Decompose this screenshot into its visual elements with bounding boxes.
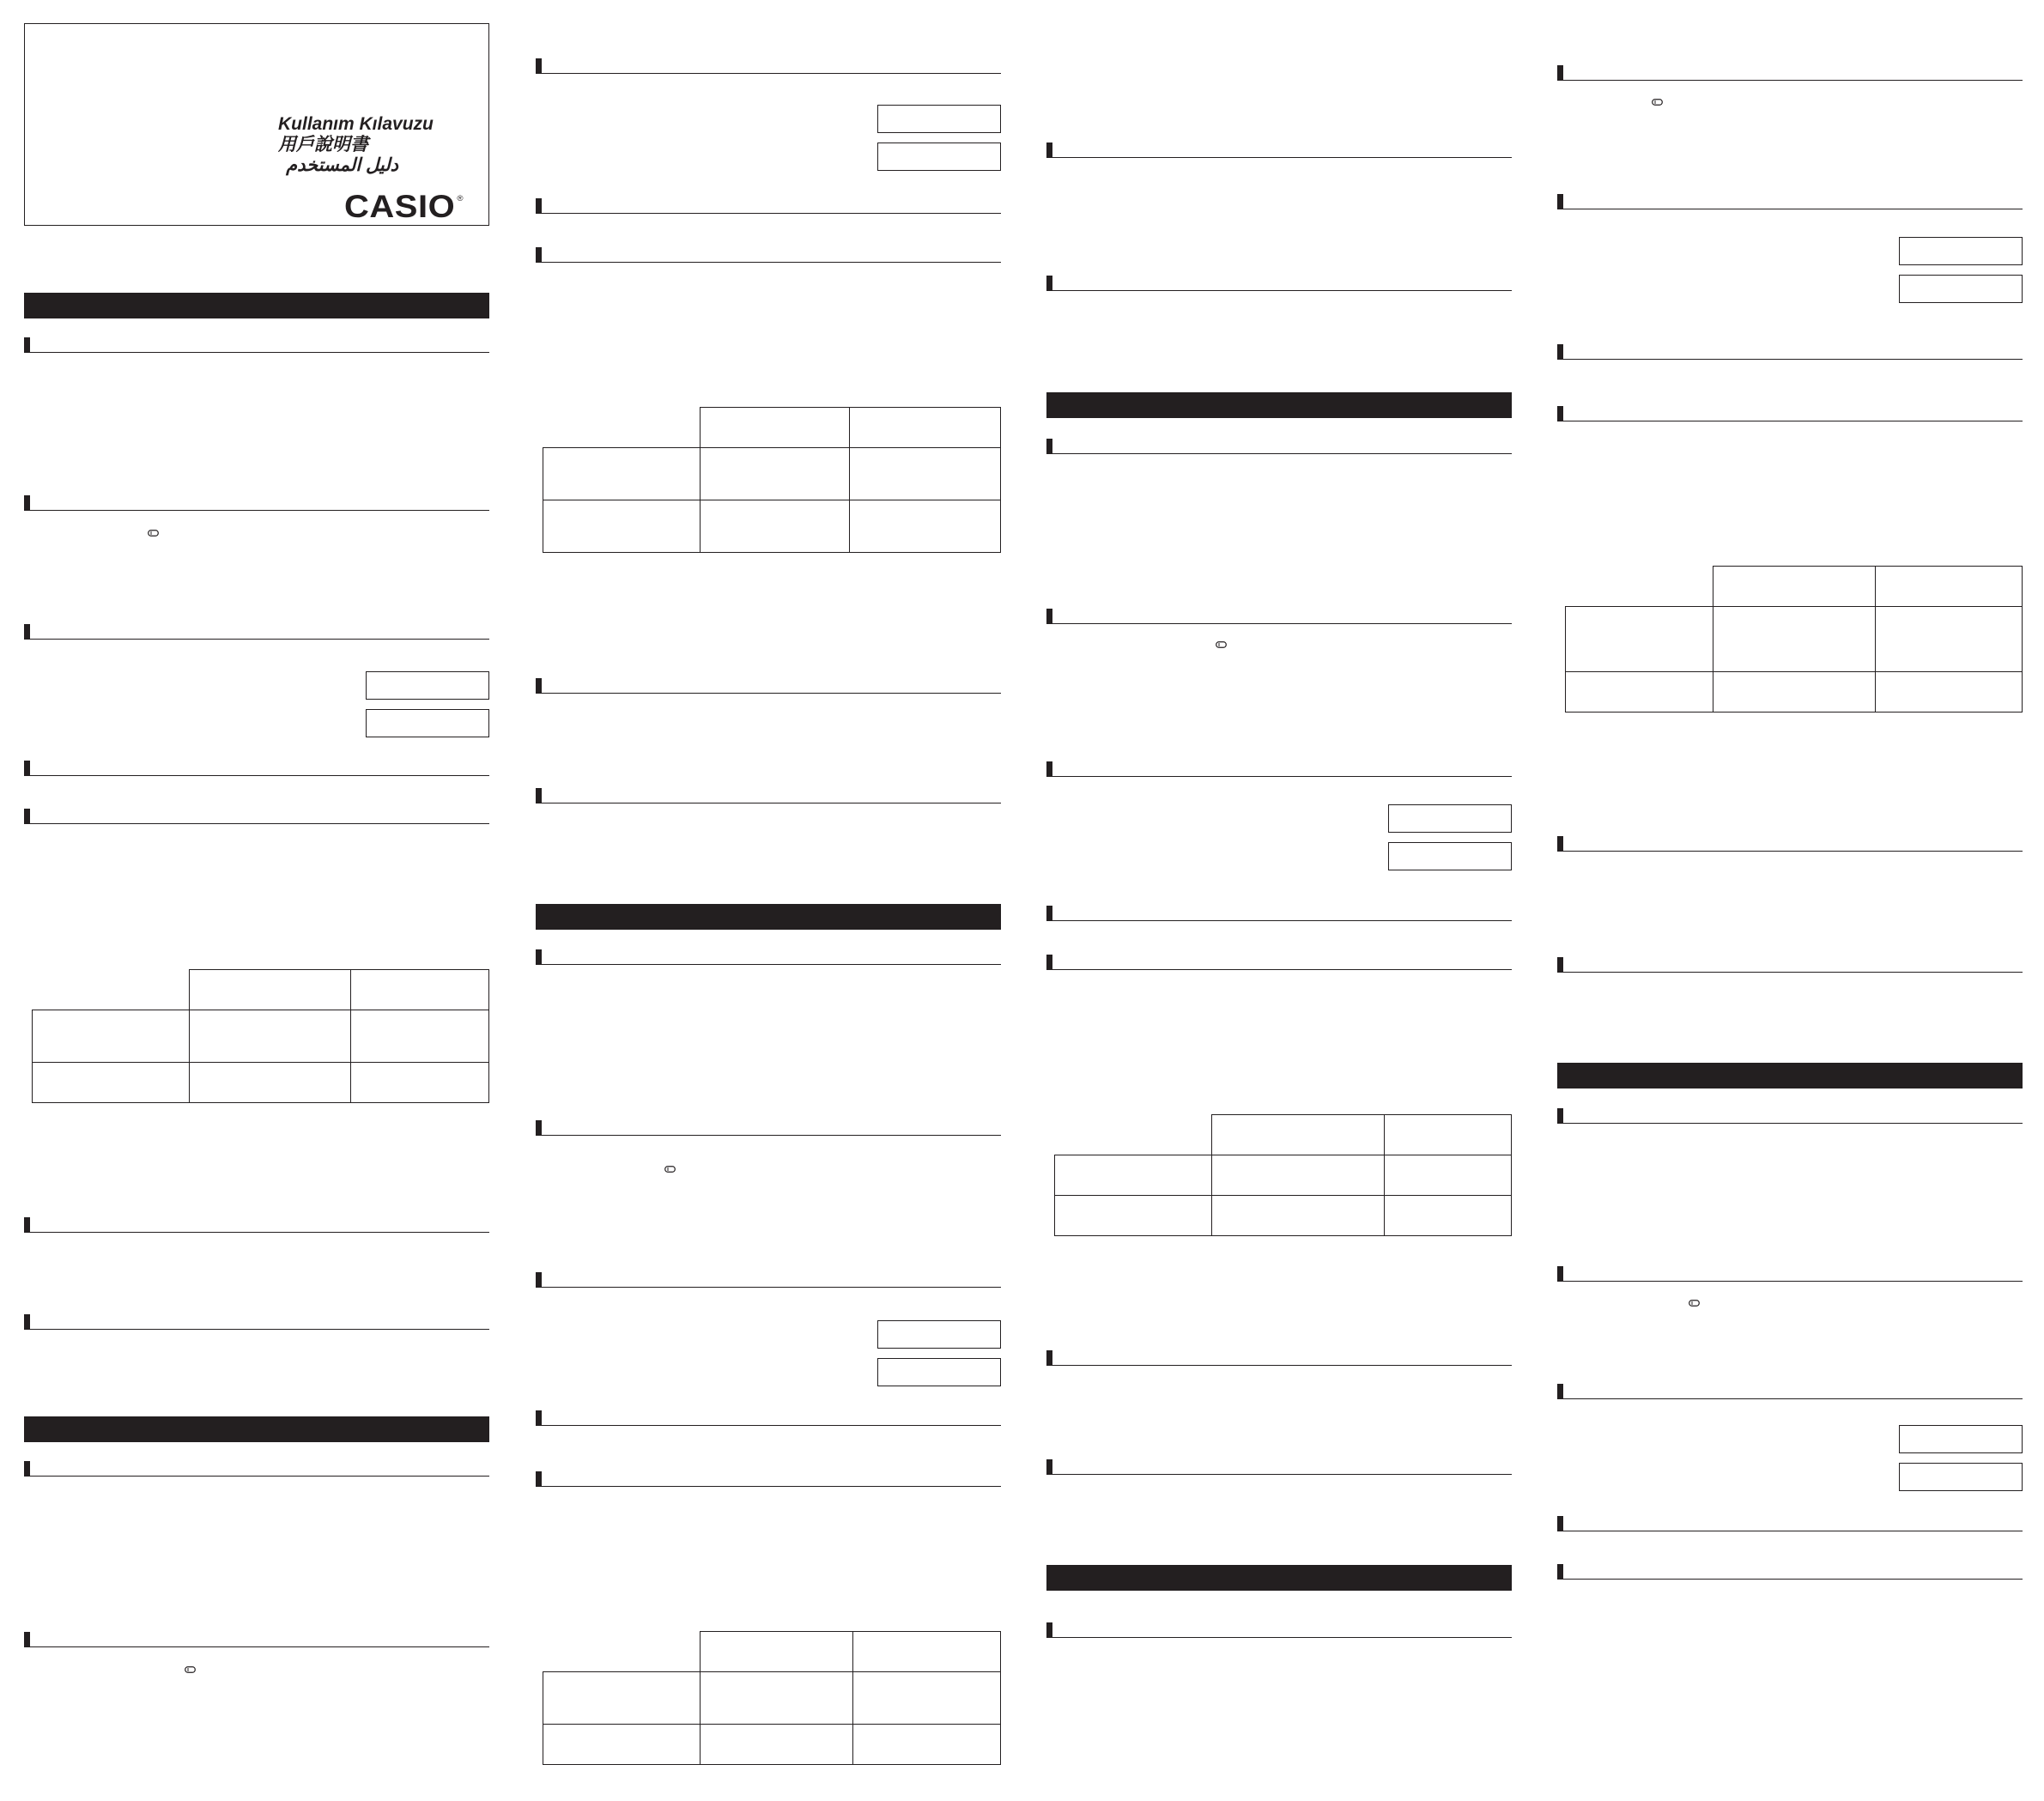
- heading-marker-icon: [536, 949, 542, 965]
- spec-table: [32, 969, 489, 1103]
- heading-marker-icon: [1046, 761, 1052, 777]
- section-heading: [24, 624, 489, 640]
- heading-rule: [1052, 623, 1512, 625]
- display-box: [1388, 804, 1512, 833]
- key-symbol-icon: [664, 1166, 676, 1173]
- heading-marker-icon: [1046, 143, 1052, 158]
- heading-rule: [542, 1287, 1001, 1289]
- heading-rule: [1052, 290, 1512, 292]
- section-heading: [1046, 276, 1512, 291]
- brand-wordmark: CASIO: [344, 189, 456, 224]
- section-heading: [1557, 194, 2023, 209]
- section-heading: [1046, 1350, 1512, 1366]
- column-1: [24, 0, 489, 1801]
- section-heading: [1046, 906, 1512, 921]
- heading-rule: [1052, 453, 1512, 455]
- heading-rule: [1052, 157, 1512, 159]
- heading-marker-icon: [24, 809, 30, 824]
- heading-rule: [542, 964, 1001, 966]
- section-heading: [1046, 609, 1512, 624]
- section-heading: [536, 788, 1001, 803]
- key-symbol-icon: [1216, 641, 1227, 648]
- heading-marker-icon: [1557, 65, 1563, 81]
- heading-marker-icon: [24, 1632, 30, 1647]
- section-heading: [1046, 1622, 1512, 1638]
- heading-marker-icon: [1046, 906, 1052, 921]
- heading-rule: [1563, 1398, 2023, 1400]
- heading-marker-icon: [1557, 194, 1563, 209]
- display-box: [1899, 1463, 2023, 1491]
- heading-rule: [1563, 209, 2023, 210]
- section-heading: [1046, 761, 1512, 777]
- heading-marker-icon: [24, 495, 30, 511]
- casio-logo: [344, 189, 464, 225]
- cover-title-chinese: 用戶說明書: [278, 135, 368, 155]
- heading-marker-icon: [1557, 1564, 1563, 1580]
- section-heading: [1557, 406, 2023, 421]
- section-heading: [24, 1461, 489, 1477]
- cover-title-arabic: دليل المستخدم: [286, 155, 398, 175]
- heading-rule: [542, 1425, 1001, 1427]
- heading-rule: [1052, 776, 1512, 778]
- section-heading: [24, 495, 489, 511]
- heading-marker-icon: [24, 1217, 30, 1233]
- display-box: [1899, 275, 2023, 303]
- heading-marker-icon: [1557, 1108, 1563, 1124]
- spec-table: [1054, 1114, 1512, 1236]
- section-heading: [1046, 1459, 1512, 1475]
- heading-marker-icon: [1557, 1384, 1563, 1399]
- heading-marker-icon: [536, 1272, 542, 1288]
- heading-rule: [30, 1476, 489, 1477]
- cover-title-turkish: Kullanım Kılavuzu: [278, 114, 434, 134]
- section-bar: [24, 293, 489, 318]
- heading-rule: [1563, 421, 2023, 422]
- section-heading: [1046, 439, 1512, 454]
- heading-rule: [1052, 1365, 1512, 1367]
- heading-marker-icon: [1557, 1516, 1563, 1531]
- display-box: [366, 671, 489, 700]
- heading-marker-icon: [536, 198, 542, 214]
- heading-marker-icon: [536, 678, 542, 694]
- heading-rule: [30, 352, 489, 354]
- section-heading: [1557, 65, 2023, 81]
- section-heading: [536, 58, 1001, 74]
- heading-marker-icon: [536, 1120, 542, 1136]
- heading-rule: [1563, 1281, 2023, 1283]
- section-heading: [24, 1314, 489, 1330]
- column-4: [1557, 0, 2023, 1801]
- heading-rule: [1563, 1123, 2023, 1125]
- heading-rule: [30, 775, 489, 777]
- heading-rule: [1563, 80, 2023, 82]
- heading-rule: [1563, 1579, 2023, 1580]
- heading-marker-icon: [1046, 955, 1052, 970]
- section-bar: [1046, 1565, 1512, 1591]
- heading-marker-icon: [1046, 1350, 1052, 1366]
- heading-marker-icon: [1046, 276, 1052, 291]
- heading-rule: [542, 1486, 1001, 1488]
- cover-titles: [278, 114, 434, 176]
- column-3: [1046, 0, 1512, 1801]
- section-heading: [536, 678, 1001, 694]
- section-heading: [1557, 836, 2023, 852]
- key-symbol-icon: [1689, 1300, 1700, 1307]
- heading-marker-icon: [24, 1461, 30, 1477]
- heading-rule: [1052, 969, 1512, 971]
- section-bar: [1046, 392, 1512, 418]
- section-heading: [24, 809, 489, 824]
- section-heading: [24, 337, 489, 353]
- heading-marker-icon: [1557, 957, 1563, 973]
- display-box: [877, 1320, 1001, 1349]
- section-bar: [1557, 1063, 2023, 1088]
- section-heading: [1557, 957, 2023, 973]
- heading-marker-icon: [536, 1410, 542, 1426]
- heading-rule: [1563, 1531, 2023, 1532]
- heading-marker-icon: [1046, 1622, 1052, 1638]
- heading-marker-icon: [24, 761, 30, 776]
- display-box: [877, 143, 1001, 171]
- heading-rule: [1052, 920, 1512, 922]
- key-symbol-icon: [148, 530, 159, 537]
- section-heading: [1557, 1564, 2023, 1580]
- heading-marker-icon: [1557, 344, 1563, 360]
- display-box: [877, 105, 1001, 133]
- display-box: [877, 1358, 1001, 1386]
- display-box: [366, 709, 489, 737]
- heading-marker-icon: [24, 337, 30, 353]
- key-symbol-icon: [185, 1666, 196, 1673]
- section-heading: [24, 1632, 489, 1647]
- section-heading: [1557, 1384, 2023, 1399]
- heading-marker-icon: [24, 624, 30, 640]
- display-box: [1899, 237, 2023, 265]
- heading-rule: [1052, 1637, 1512, 1639]
- section-bar: [536, 904, 1001, 930]
- section-heading: [1557, 1266, 2023, 1282]
- heading-rule: [542, 262, 1001, 264]
- section-heading: [1046, 143, 1512, 158]
- heading-rule: [30, 1329, 489, 1331]
- heading-rule: [30, 1646, 489, 1648]
- heading-rule: [30, 510, 489, 512]
- display-box: [1388, 842, 1512, 870]
- heading-marker-icon: [1557, 406, 1563, 421]
- spec-table: [1565, 566, 2023, 713]
- heading-marker-icon: [536, 788, 542, 803]
- heading-marker-icon: [1046, 1459, 1052, 1475]
- heading-rule: [1563, 359, 2023, 361]
- section-heading: [1557, 1516, 2023, 1531]
- section-heading: [536, 1410, 1001, 1426]
- heading-rule: [542, 73, 1001, 75]
- heading-marker-icon: [24, 1314, 30, 1330]
- column-2: [536, 0, 1001, 1801]
- key-symbol-icon: [1652, 99, 1663, 106]
- spec-table: [543, 407, 1001, 553]
- heading-rule: [30, 639, 489, 640]
- heading-marker-icon: [536, 1471, 542, 1487]
- heading-rule: [30, 1232, 489, 1234]
- registered-mark: ®: [457, 194, 464, 203]
- heading-rule: [542, 1135, 1001, 1137]
- heading-rule: [1563, 851, 2023, 852]
- heading-rule: [542, 693, 1001, 694]
- section-heading: [536, 1471, 1001, 1487]
- section-heading: [536, 949, 1001, 965]
- section-heading: [536, 247, 1001, 263]
- section-heading: [536, 1272, 1001, 1288]
- section-heading: [24, 761, 489, 776]
- section-heading: [1046, 955, 1512, 970]
- heading-marker-icon: [1557, 1266, 1563, 1282]
- section-heading: [536, 198, 1001, 214]
- heading-marker-icon: [1557, 836, 1563, 852]
- heading-marker-icon: [1046, 439, 1052, 454]
- cover-panel: [24, 23, 489, 226]
- heading-rule: [1052, 1474, 1512, 1476]
- section-heading: [1557, 1108, 2023, 1124]
- display-box: [1899, 1425, 2023, 1453]
- heading-marker-icon: [1046, 609, 1052, 624]
- heading-rule: [30, 823, 489, 825]
- section-heading: [24, 1217, 489, 1233]
- heading-rule: [1563, 972, 2023, 973]
- heading-rule: [542, 803, 1001, 804]
- heading-marker-icon: [536, 58, 542, 74]
- heading-marker-icon: [536, 247, 542, 263]
- section-bar: [24, 1416, 489, 1442]
- section-heading: [536, 1120, 1001, 1136]
- heading-rule: [542, 213, 1001, 215]
- section-heading: [1557, 344, 2023, 360]
- spec-table: [543, 1631, 1001, 1765]
